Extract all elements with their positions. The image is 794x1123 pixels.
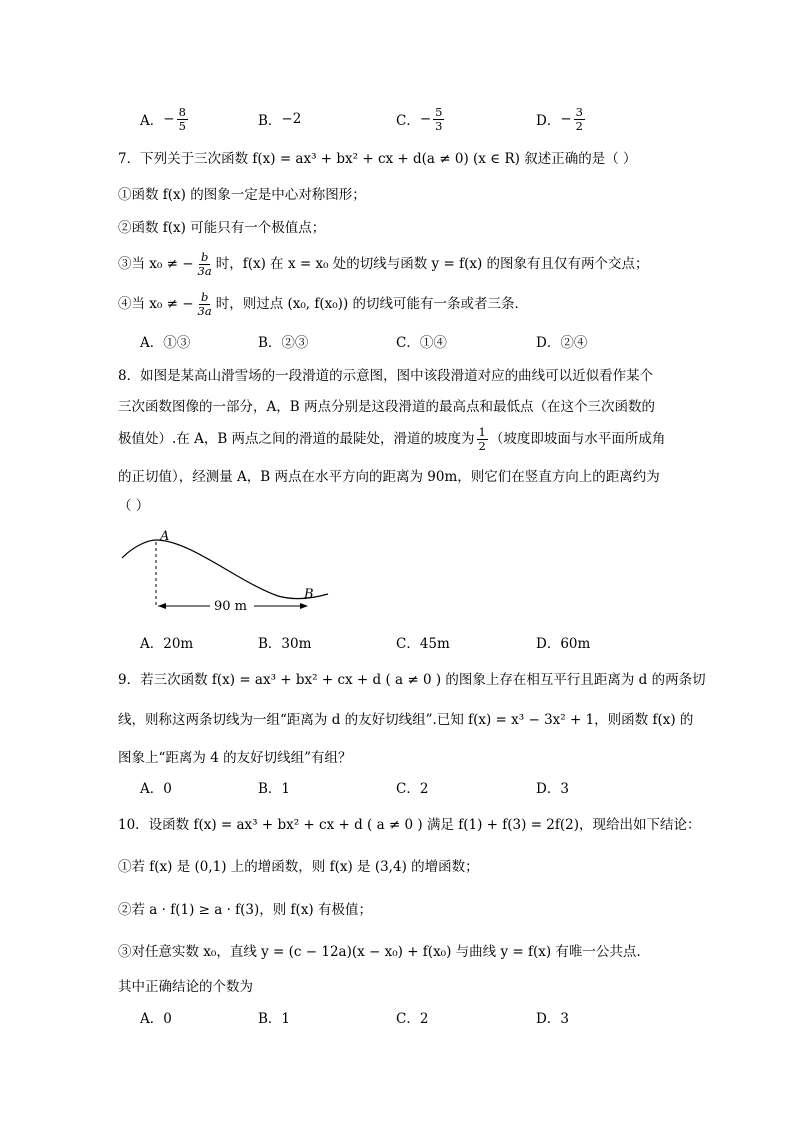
point-b-label: B — [304, 587, 314, 602]
q10-option-c[interactable]: C．2 — [396, 1011, 429, 1027]
q6-option-b-text: −2 — [281, 111, 302, 127]
q8-line-5: （ ） — [118, 498, 150, 514]
q9-line-2: 线，则称这两条切线为一组“距离为 d 的友好切线组”.已知 f(x) = x³ − 3x² + 1，则函数 f(x) 的 — [118, 712, 694, 728]
q6-option-d-fraction — [574, 106, 585, 133]
q8-slope-numerator: 1 — [478, 424, 486, 439]
q10-option-d[interactable]: D．3 — [536, 1011, 569, 1027]
q6-option-c[interactable] — [396, 104, 446, 134]
q10-line-end: 其中正确结论的个数为 — [118, 979, 253, 995]
q8-options — [0, 627, 794, 657]
q7-options — [0, 326, 794, 356]
q10-line-1: 10．设函数 f(x) = ax³ + bx² + cx + d ( a ≠ 0 ) 满足 f(1) + f(3) = 2f(2)，现给出如下结论： — [118, 817, 701, 833]
q7-option-a[interactable]: A．①③ — [140, 335, 191, 351]
q7-statement-3-numerator: b — [200, 249, 209, 264]
q6-option-d-sign: − — [560, 111, 572, 127]
q8-line-2: 三次函数图像的一部分，A，B 两点分别是这段滑道的最高点和最低点（在这个三次函数的 — [118, 399, 655, 415]
q6-option-b[interactable] — [258, 104, 301, 134]
q8-line-3 — [118, 424, 734, 454]
point-a-label: A — [160, 529, 170, 544]
q9-options — [0, 772, 794, 802]
arrow-head-right-icon — [300, 603, 308, 609]
arrow-head-left-icon — [158, 603, 166, 609]
q9-option-d[interactable]: D．3 — [536, 781, 569, 797]
q8-option-b[interactable]: B．30m — [258, 636, 312, 652]
q8-line-1: 8．如图是某高山滑雪场的一段滑道的示意图，图中该段滑道对应的曲线可以近似看作某个 — [118, 368, 654, 384]
q6-option-d[interactable] — [536, 104, 587, 134]
q10-statement-2: ②若 a · f(1) ≥ a · f(3)，则 f(x) 有极值； — [118, 902, 372, 918]
ski-slope-figure — [118, 528, 338, 618]
q7-statement-3-fraction — [196, 251, 214, 278]
q6-option-a-sign: − — [163, 111, 175, 127]
q8-slope-denominator: 2 — [478, 438, 486, 453]
q6-option-c-fraction — [433, 106, 444, 133]
q8-line-4: 的正切值），经测量 A，B 两点在水平方向的距离为 90m，则它们在竖直方向上的距离约为 — [118, 469, 660, 485]
q10-statement-3: ③对任意实数 x₀，直线 y = (c − 12a)(x − x₀) + f(x₀) 与曲线 y = f(x) 有唯一公共点. — [118, 944, 641, 960]
q7-statement-4 — [118, 290, 734, 318]
q6-option-a-denominator: 5 — [178, 118, 186, 133]
q8-line-3-prefix: 极值处）.在 A，B 两点之间的滑道的最陡处，滑道的坡度为 — [118, 431, 475, 447]
q7-statement-3 — [118, 250, 734, 278]
q7-stem: 7．下列关于三次函数 f(x) = ax³ + bx² + cx + d(a ≠ 0) (x ∈ R) 叙述正确的是（ ） — [118, 151, 637, 167]
q10-options — [0, 1002, 794, 1032]
q9-line-3: 图象上“距离为 4 的友好切线组”有组？ — [118, 750, 352, 766]
q6-option-c-sign: − — [419, 111, 432, 127]
q7-statement-3-prefix: ③当 x₀ ≠ − — [118, 256, 194, 272]
q7-statement-3-denominator: 3a — [197, 263, 212, 278]
q9-option-c[interactable]: C．2 — [396, 781, 429, 797]
q8-option-a[interactable]: A．20m — [140, 636, 194, 652]
q7-statement-2: ②函数 f(x) 可能只有一个极值点； — [118, 220, 326, 236]
q10-option-b[interactable]: B．1 — [258, 1011, 291, 1027]
q6-option-d-numerator: 3 — [575, 104, 583, 119]
q6-option-b-label: B． — [258, 113, 282, 129]
q7-statement-4-numerator: b — [200, 289, 209, 304]
q6-option-a-numerator: 8 — [178, 104, 186, 119]
q6-option-c-label: C． — [396, 113, 420, 129]
q7-statement-4-fraction — [196, 291, 214, 318]
q6-option-c-denominator: 3 — [435, 118, 443, 133]
q9-option-a[interactable]: A．0 — [140, 781, 172, 797]
q7-statement-3-suffix: 时，f(x) 在 x = x₀ 处的切线与函数 y = f(x) 的图象有且仅有两个交点； — [215, 256, 649, 272]
q8-option-d[interactable]: D．60m — [536, 636, 591, 652]
q6-options — [0, 104, 794, 134]
q6-option-a-fraction — [177, 106, 188, 133]
q7-option-d[interactable]: D．②④ — [536, 335, 588, 351]
q9-option-b[interactable]: B．1 — [258, 781, 291, 797]
q8-slope-fraction — [477, 426, 488, 453]
q9-line-1: 9．若三次函数 f(x) = ax³ + bx² + cx + d ( a ≠ 0 ) 的图象上存在相互平行且距离为 d 的两条切 — [118, 672, 706, 688]
q6-option-a-label: A． — [140, 113, 164, 129]
q7-statement-4-prefix: ④当 x₀ ≠ − — [118, 296, 194, 312]
q7-option-b[interactable]: B．②③ — [258, 335, 309, 351]
q6-option-c-numerator: 5 — [435, 104, 443, 119]
q7-statement-4-denominator: 3a — [197, 303, 212, 318]
slope-curve — [122, 540, 328, 599]
q7-option-c[interactable]: C．①④ — [396, 335, 447, 351]
q6-option-d-denominator: 2 — [575, 118, 583, 133]
q6-option-d-label: D． — [536, 113, 561, 129]
q8-option-c[interactable]: C．45m — [396, 636, 450, 652]
q10-statement-1: ①若 f(x) 是 (0,1) 上的增函数，则 f(x) 是 (3,4) 的增函数； — [118, 859, 479, 875]
q7-statement-4-suffix: 时，则过点 (x₀, f(x₀)) 的切线可能有一条或者三条． — [215, 296, 528, 312]
q7-statement-1: ①函数 f(x) 的图象一定是中心对称图形； — [118, 187, 366, 203]
q6-option-a[interactable] — [140, 104, 190, 134]
q8-line-3-suffix: （坡度即坡面与水平面所成角 — [489, 431, 666, 447]
distance-label: 90 m — [214, 599, 248, 614]
q10-option-a[interactable]: A．0 — [140, 1011, 172, 1027]
